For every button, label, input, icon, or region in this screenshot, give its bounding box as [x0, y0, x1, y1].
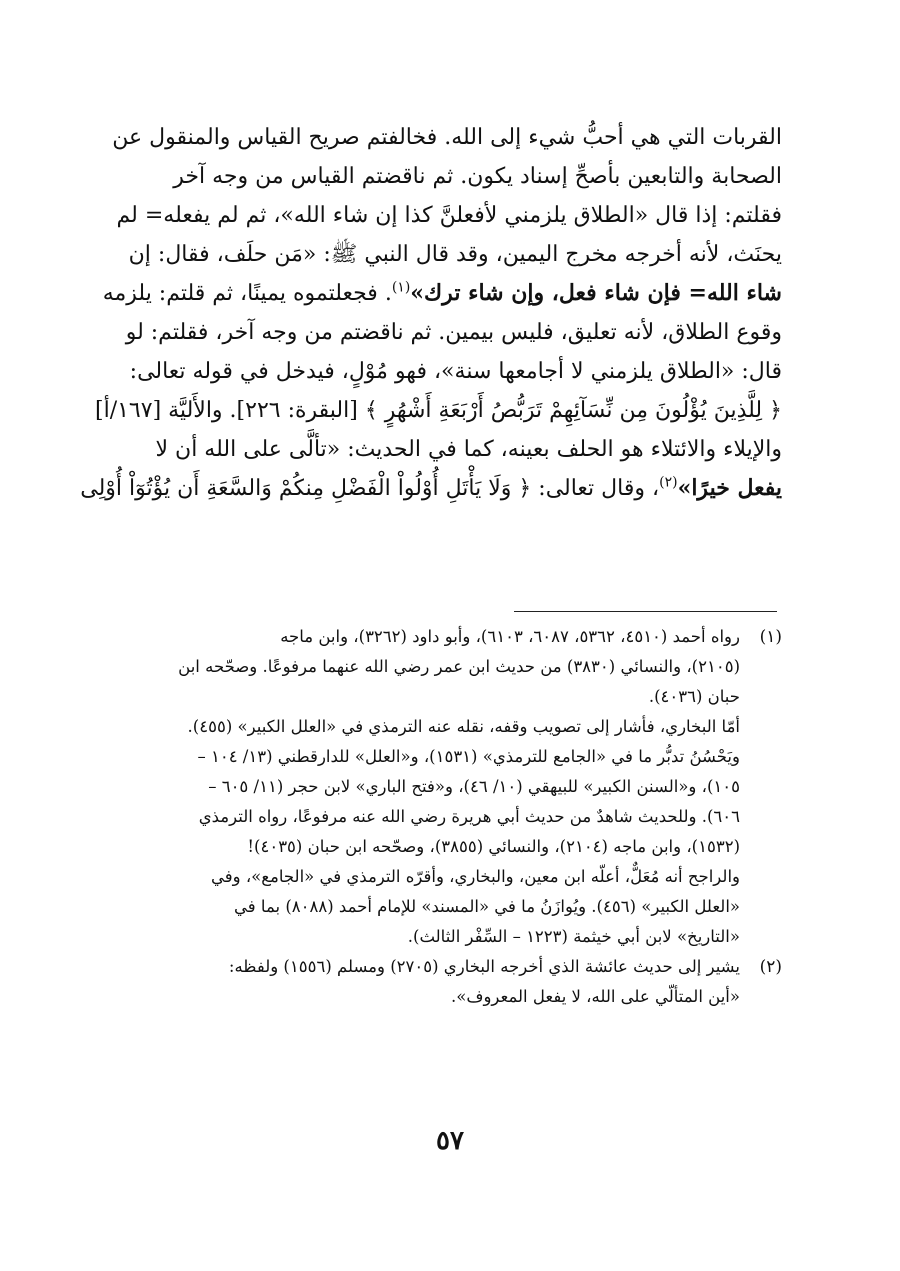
main-line: فقلتم: إذا قال «الطلاق يلزمني لأفعلنَّ كذا إن شاء الله»، ثم لم يفعله= لم — [116, 203, 782, 228]
footnote-line: ويَحْسُنُ تدبُّر ما في «الجامع للترمذي» (١٥٣١)، و«العلل» للدارقطني (١٣/ ١٠٤ – — [197, 747, 740, 766]
main-line: يحنَث، لأنه أخرجه مخرج اليمين، وقد قال النبي ﷺ: «مَن حلَف، فقال: إن — [128, 242, 782, 267]
page-number: ٥٧ — [436, 1126, 464, 1156]
footnote-ref-2[interactable]: (٢) — [659, 474, 678, 491]
footnote-number: (١) — [759, 627, 782, 647]
footnote-line: أمّا البخاري، فأشار إلى تصويب وقفه، نقله عنه الترمذي في «العلل الكبير» (٤٥٥). — [187, 717, 740, 736]
footnote-line: حبان (٤٠٣٦). — [648, 687, 740, 706]
footnote-line: «العلل الكبير» (٤٥٦). ويُوازَنُ ما في «المسند» للإمام أحمد (٨٠٨٨) بما في — [234, 897, 740, 916]
main-line: شاء الله= فإن شاء فعل، وإن شاء ترك»$^{(١)}$. فجعلتموه يمينًا، ثم قلتم: يلزمه — [102, 279, 782, 306]
main-line: القربات التي هي أحبُّ شيء إلى الله. فخالفتم صريح القياس والمنقول عن — [112, 125, 782, 150]
footnote-line: ١٠٥)، و«السنن الكبير» للبيهقي (١٠/ ٤٦)، و«فتح الباري» لابن حجر (١١/ ٦٠٥ – — [208, 777, 740, 796]
footnote-line: رواه أحمد (٤٥١٠، ٥٣٦٢، ٦٠٨٧، ٦١٠٣)، وأبو داود (٣٢٦٢)، وابن ماجه — [280, 627, 740, 646]
footnote-line: «أين المتألّي على الله، لا يفعل المعروف». — [451, 987, 740, 1006]
main-line: قال: «الطلاق يلزمني لا أجامعها سنة»، فهو مُوْلٍ، فيدخل في قوله تعالى: — [129, 359, 782, 384]
main-line: ﴿ لِلَّذِينَ يُؤْلُونَ مِن نِّسَآئِهِمْ تَرَبُّصُ أَرْبَعَةِ أَشْهُرٍ ﴾ [البقرة: ٢٢٦]. والأَليَّة [١٦٧/أ] — [95, 398, 782, 423]
footnote-1 — [118, 622, 782, 952]
footnote-divider — [514, 611, 777, 612]
footnote-line: يشير إلى حديث عائشة الذي أخرجه البخاري (٢٧٠٥) ومسلم (١٥٥٦) ولفظه: — [228, 957, 740, 976]
footnote-2 — [118, 952, 782, 1012]
footnote-ref-1[interactable]: (١) — [391, 279, 411, 296]
main-line: الصحابة والتابعين بأصحِّ إسناد يكون. ثم ناقضتم القياس من وجه آخر — [173, 164, 782, 189]
main-line: يفعل خيرًا»$^{(٢)}$، وقال تعالى: ﴿ وَلَا يَأْتَلِ أُوْلُواْ الْفَضْلِ مِنكُمْ وَالسَّعَةِ أَن يُؤْتُوٓاْ أُوْلِى — [80, 474, 782, 501]
footnote-line: والراجح أنه مُعَلٌّ، أعلّه ابن معين، والبخاري، وأقرّه الترمذي في «الجامع»، وفي — [210, 867, 740, 886]
main-line: والإيلاء والائتلاء هو الحلف بعينه، كما في الحديث: «تألَّى على الله أن لا — [155, 437, 782, 462]
footnotes-section — [118, 622, 782, 1012]
footnote-number: (٢) — [759, 957, 782, 977]
footnote-line: ٦٠٦). وللحديث شاهدٌ من حديث أبي هريرة رضي الله عنه مرفوعًا، رواه الترمذي — [198, 807, 740, 826]
footnote-line: «التاريخ» لابن أبي خيثمة (١٢٢٣ – السِّفْر الثالث). — [407, 927, 740, 946]
main-line: وقوع الطلاق، لأنه تعليق، فليس بيمين. ثم ناقضتم من وجه آخر، فقلتم: لو — [125, 320, 782, 345]
footnote-line: (١٥٣٢)، وابن ماجه (٢١٠٤)، والنسائي (٣٨٥٥)، وصحّحه ابن حبان (٤٠٣٥)! — [247, 837, 740, 856]
main-text-body — [80, 118, 782, 508]
footnote-line: (٢١٠٥)، والنسائي (٣٨٣٠) من حديث ابن عمر رضي الله عنهما مرفوعًا. وصحّحه ابن — [178, 657, 740, 676]
